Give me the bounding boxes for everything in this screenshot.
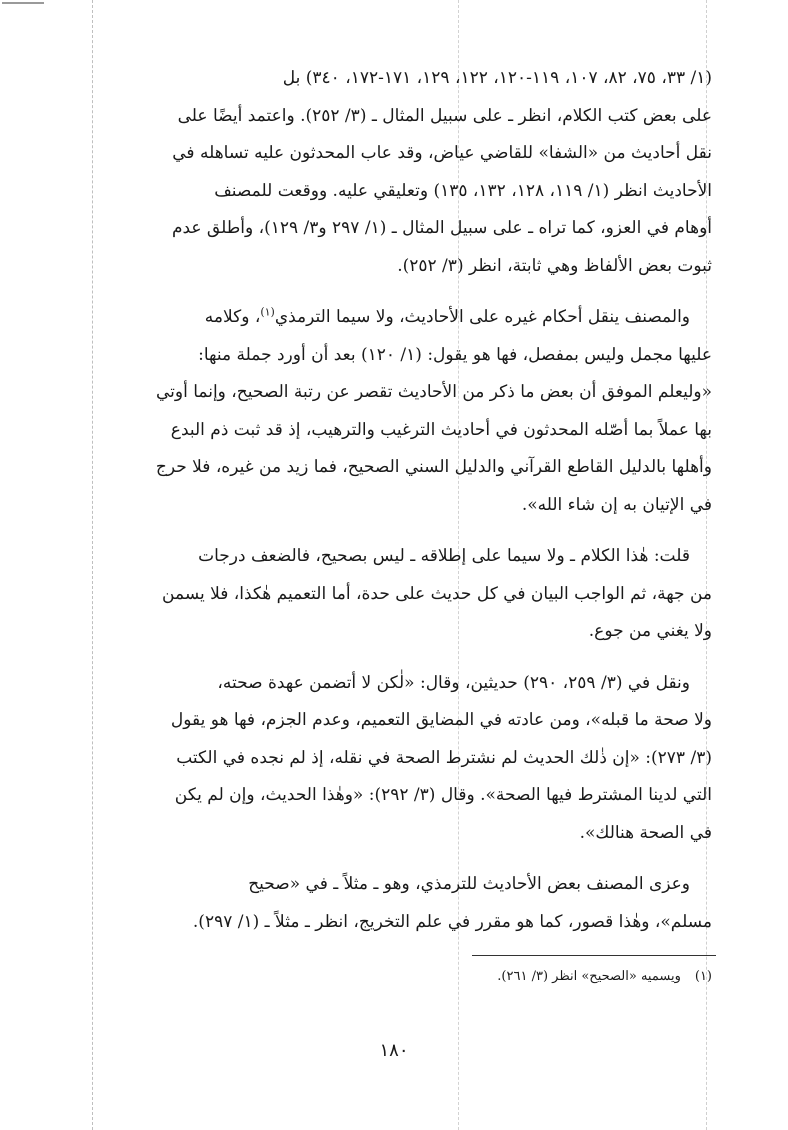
text-line: أوهام في العزو، كما تراه ـ على سبيل المثال ـ (١/ ٢٩٧ و٣/ ١٢٩)، وأطلق عدم [171,218,712,238]
paragraph [84,60,712,285]
text-line: من جهة، ثم الواجب البيان في كل حديث على حدة، أما التعميم هٰكذا، فلا يسمن [162,583,712,604]
paragraph [84,665,712,853]
text-line: التي لدينا المشترط فيها الصحة». وقال (٣/ ٢٩٢): «وهٰذا الحديث، وإن لم يكن [174,785,712,805]
text-line: ثبوت بعض الألفاظ وهي ثابتة، انظر (٣/ ٢٥٢). [397,255,712,276]
text-line: في الإتيان به إن شاء الله». [521,494,712,515]
text-line: ولا صحة ما قبله»، ومن عادته في المضايق التعميم، وعدم الجزم، فها هو يقول [170,710,712,730]
text-line: مسلم»، وهٰذا قصور، كما هو مقرر في علم التخريج، انظر ـ مثلاً ـ (١/ ٢٩٧). [192,911,712,932]
text-line: على بعض كتب الكلام، انظر ـ على سبيل المثال ـ (٣/ ٢٥٢). واعتمد أيضًا على [177,105,712,126]
text-line: وعزى المصنف بعض الأحاديث للترمذي، وهو ـ مثلاً ـ في «صحيح [248,874,690,894]
footnote-reference[interactable]: (١) [260,305,275,319]
page-body [84,60,712,941]
footnote-separator [472,955,716,956]
text-line: (١/ ٣٣، ٧٥، ٨٢، ١٠٧، ١١٩-١٢٠، ١٢٢، ١٢٩، ١٧١-١٧٢، ٣٤٠) بل [282,68,712,88]
paragraph [84,299,712,524]
scan-top-rule [2,2,44,4]
text-line: ولا يغني من جوع. [588,621,712,641]
text-line [84,299,712,337]
paragraph [84,538,712,651]
footnote [84,965,712,989]
footnote-text: ويسميه «الصحيح» انظر (٣/ ٢٦١). [497,969,681,984]
text-line: قلت: هٰذا الكلام ـ ولا سيما على إطلاقه ـ ليس بصحيح، فالضعف درجات [198,546,690,566]
text-run: والمصنف ينقل أحكام غيره على الأحاديث، ولا سيما الترمذي [274,307,690,327]
text-line: ونقل في (٣/ ٢٥٩، ٢٩٠) حديثين، وقال: «لٰكن لا أتضمن عهدة صحته، [217,672,690,693]
text-line: الأحاديث انظر (١/ ١١٩، ١٢٨، ١٣٢، ١٣٥) وتعليقي عليه. ووقعت للمصنف [214,180,712,201]
text-line: (٣/ ٢٧٣): «إن ذٰلك الحديث لم نشترط الصحة في نقله، إذ لم نجده في الكتب [176,747,712,768]
page-number: ١٨٠ [379,1040,409,1061]
text-line: عليها مجمل وليس بمفصل، فها هو يقول: (١/ ١٢٠) بعد أن أورد جملة منها: [198,344,712,365]
text-line: في الصحة هنالك». [579,822,712,843]
text-line: نقل أحاديث من «الشفا» للقاضي عياض، وقد عاب المحدثون عليه تساهله في [172,143,712,163]
text-run: ، وكلامه [204,307,261,327]
text-line: بها عملاً بما أصّله المحدثون في أحاديث الترغيب والترهيب، إذ قد ثبت ذم البدع [170,419,712,440]
footnote-number: (١) [694,969,712,984]
paragraph [84,866,712,941]
text-line: «وليعلم الموفق أن بعض ما ذكر من الأحاديث تقصر عن رتبة الصحيح، وإنما أوتي [155,382,712,402]
text-line: وأهلها بالدليل القاطع القرآني والدليل السني الصحيح، فما زيد من غيره، فلا حرج [155,457,712,477]
